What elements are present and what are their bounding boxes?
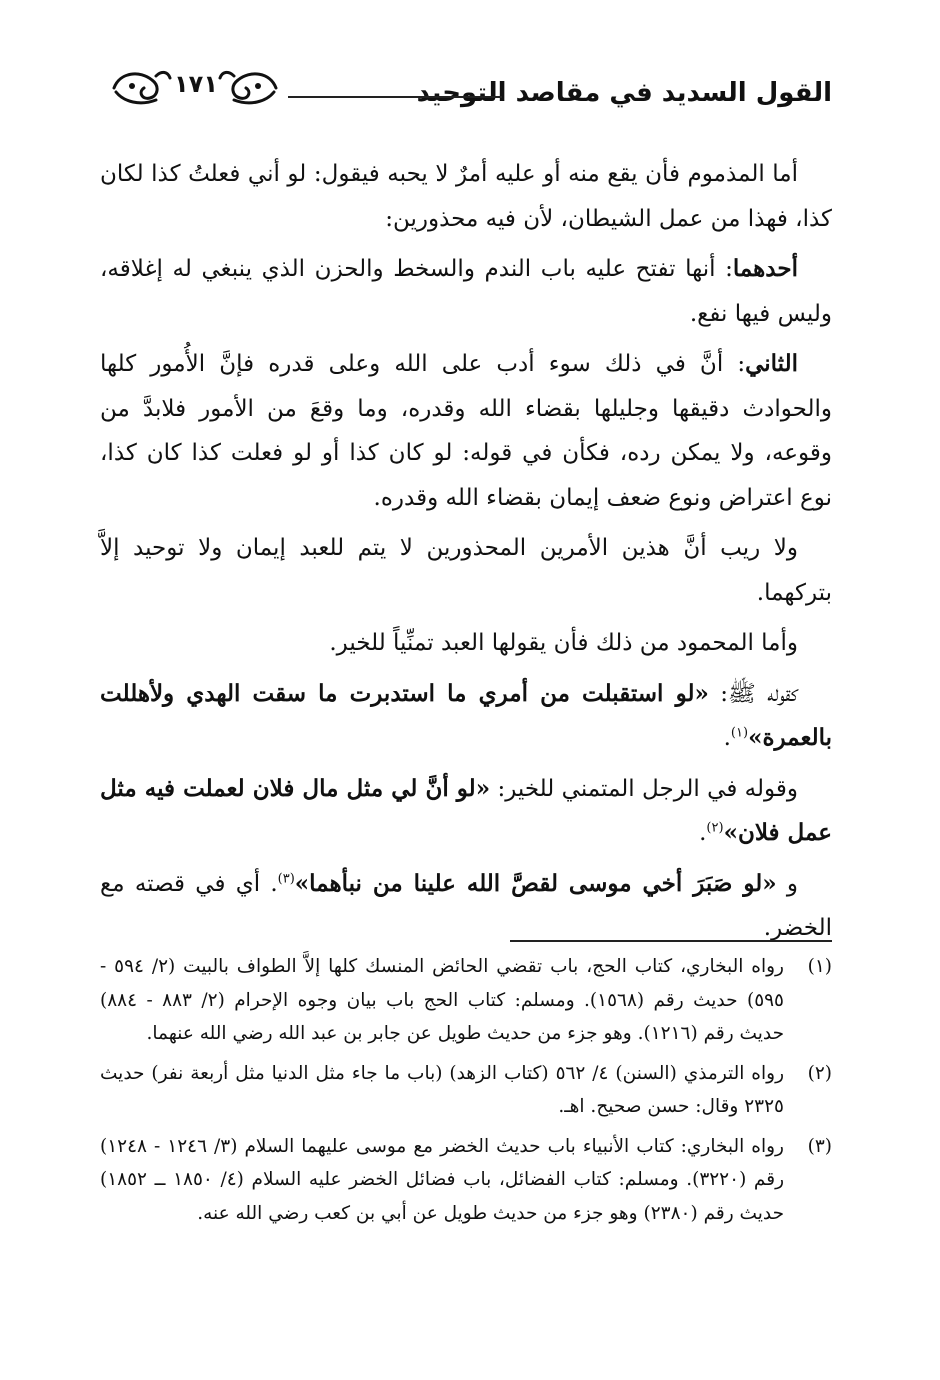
footnote-number: (٣)	[807, 1135, 832, 1157]
second-reason-label: الثاني	[745, 350, 798, 377]
hadith-3-end: . أي في قصته مع الخضر.	[100, 870, 832, 941]
header-rule	[288, 96, 502, 98]
hadith-2-quote: «لو أنَّ لي مثل مال فلان لعملت فيه مثل عمل فلان»	[100, 774, 832, 846]
hadith-1-lead: كقوله ﷺ:	[708, 680, 799, 707]
footnote-ref-1[interactable]: (١)	[730, 725, 749, 741]
footnote-number: (١)	[807, 956, 832, 977]
paragraph-second-reason	[100, 342, 832, 520]
paragraph-no-doubt: ولا ريب أنَّ هذين الأمرين المحذورين لا يتم للعبد إيمان ولا توحيد إلاَّ بتركهما.	[100, 535, 832, 606]
footnote-number: (٢)	[807, 1062, 832, 1084]
footnote-text: رواه البخاري، كتاب الحج، باب تقضي الحائض المنسك كلها إلاَّ الطواف بالبيت (٢/ ٥٩٤ - ٥٩٥) حديث رقم (١٥٦٨). ومسلم: كتاب الحج باب بيان وجوه الإحرام (٢/ ٨٨٣ - ٨٨٤) حديث رقم (١٢١٦). وهو جزء من حديث طويل عن جابر بن عبد الله رضي الله عنهما.	[100, 956, 784, 1044]
footnotes	[100, 950, 832, 1236]
footnote-ref-2[interactable]: (٢)	[706, 820, 724, 836]
footnote-ref-3[interactable]: (٣)	[277, 870, 295, 886]
footnote-text: رواه الترمذي (السنن) ٤/ ٥٦٢ (كتاب الزهد) (باب ما جاء مثل الدنيا مثل أربعة نفر) حديث ٢٣٢٥ وقال: حسن صحيح. اهـ.	[100, 1062, 785, 1117]
hadith-2-end: .	[699, 820, 707, 846]
hadith-3-quote: «لو صَبَرَ أخي موسى لقصَّ الله علينا من نبأهما»	[294, 869, 777, 897]
hadith-2-lead: وقوله في الرجل المتمني للخير:	[490, 775, 798, 802]
footnote-item	[100, 1057, 832, 1124]
page-number-ornament	[110, 62, 280, 114]
first-reason-text: : أنها تفتح عليه باب الندم والسخط والحزن الذي ينبغي له إغلاقه، وليس فيها نفع.	[100, 256, 832, 327]
page-number: ١٧١	[174, 70, 218, 98]
running-title: القول السديد في مقاصد التوحيد	[416, 78, 832, 108]
footnote-item	[100, 1130, 832, 1231]
footnote-text: رواه البخاري: كتاب الأنبياء باب حديث الخضر مع موسى عليهما السلام (٣/ ١٢٤٦ - ١٢٤٨) رقم (٣٢٢٠). ومسلم: كتاب الفضائل، باب فضائل الخضر عليه السلام (٤/ ١٨٥٠ ــ ١٨٥٢) حديث رقم (٢٣٨٠) وهو جزء من حديث طويل عن أبي بن كعب رضي الله عنه.	[100, 1135, 784, 1224]
page-header	[110, 58, 832, 128]
paragraph-hadith-3	[100, 862, 832, 951]
hadith-1-quote: «لو استقبلت من أمري ما استدبرت ما سقت الهدي ولأهللت بالعمرة»	[100, 679, 832, 751]
paragraph-first-reason	[100, 247, 832, 336]
paragraph-blameworthy: أما المذموم فأن يقع منه أو عليه أمرٌ لا يحبه فيقول: لو أني فعلتُ كذا لكان كذا، فهذا من عمل الشيطان، لأن فيه محذورين:	[100, 161, 832, 232]
hadith-3-lead: و	[776, 870, 798, 897]
footnote-item	[100, 950, 832, 1051]
hadith-1-end: .	[723, 725, 731, 751]
paragraph-hadith-1	[100, 672, 832, 761]
second-reason-text: : أنَّ في ذلك سوء أدب على الله وعلى قدره فإنَّ الأُمور كلها والحوادث دقيقها وجليلها بقضاء الله وقدره، وما وقعَ من الأمور فلابدَّ من وقوعه، ولا يمكن رده، فكأن في قوله: لو كان كذا أو لو فعلت كذا كان كذا، نوع اعتراض ونوع ضعف إيمان بقضاء الله وقدره.	[100, 351, 832, 511]
first-reason-label: أحدهما	[732, 255, 798, 282]
paragraph-praiseworthy: وأما المحمود من ذلك فأن يقولها العبد تمنِّياً للخير.	[329, 630, 798, 656]
paragraph-hadith-2	[100, 767, 832, 856]
main-text	[100, 152, 832, 957]
footnote-separator	[510, 940, 832, 942]
